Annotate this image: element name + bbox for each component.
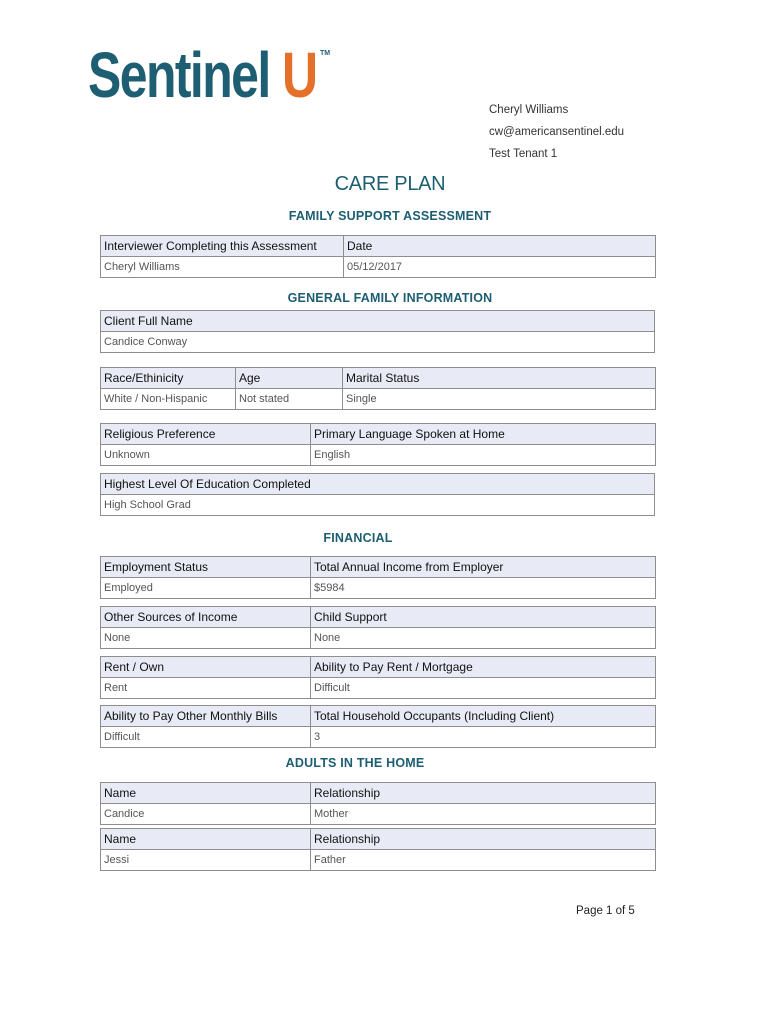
date-label: Date xyxy=(344,236,656,257)
user-name: Cheryl Williams xyxy=(489,104,569,116)
section-general-family: GENERAL FAMILY INFORMATION xyxy=(287,291,493,305)
sentinel-u-logo xyxy=(88,38,381,112)
logo-wordmark: Sentinel U xyxy=(88,39,317,111)
client-name-label: Client Full Name xyxy=(101,311,655,332)
page-title: CARE PLAN xyxy=(334,173,446,195)
employment-table xyxy=(100,556,656,599)
rent-label: Rent / Own xyxy=(101,657,311,678)
tenant-name: Test Tenant 1 xyxy=(489,148,558,160)
religion-value: Unknown xyxy=(101,445,311,466)
adult-relationship-label: Relationship xyxy=(311,783,656,804)
adult-row-2 xyxy=(100,828,656,871)
section-family-support: FAMILY SUPPORT ASSESSMENT xyxy=(288,209,492,223)
race-label: Race/Ethinicity xyxy=(101,368,236,389)
religion-language-table xyxy=(100,423,656,466)
occupants-label: Total Household Occupants (Including Client) xyxy=(311,706,656,727)
client-name-table xyxy=(100,310,655,353)
race-value: White / Non-Hispanic xyxy=(101,389,236,410)
occupants-value: 3 xyxy=(311,727,656,748)
education-value: High School Grad xyxy=(101,495,655,516)
rent-table xyxy=(100,656,656,699)
ability-rent-label: Ability to Pay Rent / Mortgage xyxy=(311,657,656,678)
age-label: Age xyxy=(236,368,343,389)
employment-value: Employed xyxy=(101,578,311,599)
client-name-value: Candice Conway xyxy=(101,332,655,353)
other-income-value: None xyxy=(101,628,311,649)
adult-relationship-value: Father xyxy=(311,850,656,871)
employment-label: Employment Status xyxy=(101,557,311,578)
adult-name-label: Name xyxy=(101,829,311,850)
user-email: cw@americansentinel.edu xyxy=(489,126,625,138)
section-adults: ADULTS IN THE HOME xyxy=(285,756,425,770)
section-financial: FINANCIAL xyxy=(323,531,393,545)
language-label: Primary Language Spoken at Home xyxy=(311,424,656,445)
child-support-label: Child Support xyxy=(311,607,656,628)
interviewer-label: Interviewer Completing this Assessment xyxy=(101,236,344,257)
religion-label: Religious Preference xyxy=(101,424,311,445)
assessment-table xyxy=(100,235,656,278)
bills-table xyxy=(100,705,656,748)
income-label: Total Annual Income from Employer xyxy=(311,557,656,578)
marital-label: Marital Status xyxy=(343,368,656,389)
logo-trademark: TM xyxy=(320,50,331,57)
ability-bills-label: Ability to Pay Other Monthly Bills xyxy=(101,706,311,727)
marital-value: Single xyxy=(343,389,656,410)
adult-name-label: Name xyxy=(101,783,311,804)
other-income-label: Other Sources of Income xyxy=(101,607,311,628)
interviewer-value: Cheryl Williams xyxy=(101,257,344,278)
income-value: $5984 xyxy=(311,578,656,599)
education-table xyxy=(100,473,655,516)
contact-block xyxy=(489,100,624,166)
language-value: English xyxy=(311,445,656,466)
demographics-table xyxy=(100,367,656,410)
rent-value: Rent xyxy=(101,678,311,699)
date-value: 05/12/2017 xyxy=(344,257,656,278)
ability-rent-value: Difficult xyxy=(311,678,656,699)
adult-name-value: Jessi xyxy=(101,850,311,871)
page-number: Page 1 of 5 xyxy=(576,905,635,917)
education-label: Highest Level Of Education Completed xyxy=(101,474,655,495)
adult-relationship-label: Relationship xyxy=(311,829,656,850)
age-value: Not stated xyxy=(236,389,343,410)
adult-relationship-value: Mother xyxy=(311,804,656,825)
child-support-value: None xyxy=(311,628,656,649)
ability-bills-value: Difficult xyxy=(101,727,311,748)
other-income-table xyxy=(100,606,656,649)
adult-row-1 xyxy=(100,782,656,825)
adult-name-value: Candice xyxy=(101,804,311,825)
